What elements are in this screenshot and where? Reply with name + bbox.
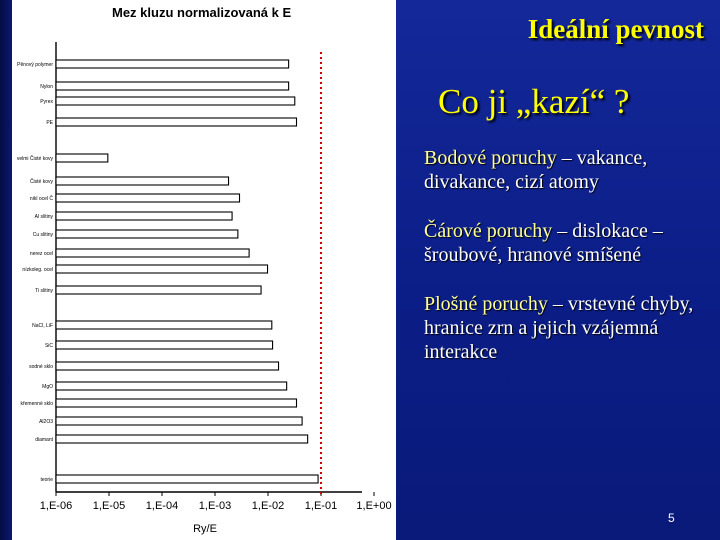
bullet-line-defects	[424, 219, 714, 267]
bullet-heading: Čárové poruchy	[424, 220, 553, 242]
x-tick-label: 1,E-03	[198, 500, 232, 512]
bar	[56, 212, 232, 220]
bullet-text: – dislokace – šroubové, hranové smíšené	[424, 220, 663, 266]
bullet-text: – vakance, divakance, cizí atomy	[424, 147, 648, 193]
category-label: velmi Čisté kovy	[16, 156, 53, 162]
bar	[56, 321, 272, 329]
x-tick-label: 1,E-02	[251, 500, 285, 512]
bar	[56, 154, 108, 162]
category-label: Nylon	[40, 84, 53, 90]
bar	[56, 265, 268, 273]
category-label: Pěnový polymer	[17, 62, 53, 68]
x-axis-label: Ry/E	[193, 523, 217, 535]
bar	[56, 177, 229, 185]
bar	[56, 118, 297, 126]
bullet-heading: Plošné poruchy	[424, 293, 548, 315]
slide-title: Ideální pevnost	[527, 14, 704, 44]
bullet-heading: Bodové poruchy	[424, 147, 557, 169]
category-labels-group	[17, 62, 54, 483]
bar	[56, 82, 289, 90]
yield-strength-chart	[12, 0, 396, 540]
bar	[56, 249, 249, 257]
defect-list	[424, 146, 714, 389]
x-tick-label: 1,E+00	[356, 500, 392, 512]
chart-title: Mez kluzu normalizovaná k E	[112, 5, 292, 20]
category-label: Al2O3	[39, 419, 53, 425]
x-tick-label: 1,E-05	[92, 500, 126, 512]
category-label: diamant	[35, 437, 53, 443]
bar	[56, 417, 302, 425]
bullet-point-defects	[424, 146, 714, 194]
category-label: křemenné sklo	[20, 401, 53, 407]
bar	[56, 286, 261, 294]
chart-canvas	[12, 0, 396, 540]
bullet-planar-defects	[424, 292, 714, 364]
slide-question: Co ji „kazí“ ?	[438, 82, 630, 121]
bar	[56, 194, 240, 202]
x-tick-label: 1,E-06	[39, 500, 73, 512]
bar	[56, 382, 287, 390]
category-label: nerez ocel	[29, 251, 53, 257]
category-label: Ti slitiny	[35, 288, 53, 294]
category-label: SiC	[44, 343, 53, 349]
slide-left-edge	[0, 0, 12, 540]
bar	[56, 60, 289, 68]
page-number: 5	[668, 511, 675, 525]
bar	[56, 435, 308, 443]
category-label: Čisté kovy	[29, 179, 53, 185]
bar	[56, 230, 238, 238]
x-tick-label: 1,E-01	[304, 500, 338, 512]
bar	[56, 97, 295, 105]
bars-group	[56, 60, 318, 483]
bar	[56, 399, 297, 407]
category-label: teorie	[40, 477, 53, 483]
category-label: Cu slitiny	[32, 232, 53, 238]
bullet-text: – vrstevné chyby, hranice zrn a jejich vzájemná interakce	[424, 293, 694, 363]
category-label: nízkoleg. ocel	[22, 267, 53, 273]
category-label: NaCl, LiF	[32, 323, 53, 329]
category-label: PE	[46, 120, 53, 126]
category-label: MgO	[42, 384, 53, 390]
category-label: sodné sklo	[29, 364, 53, 370]
bar	[56, 362, 279, 370]
category-label: Al slitiny	[34, 214, 53, 220]
category-label: Pyrex	[40, 99, 53, 105]
bar	[56, 341, 273, 349]
x-tick-labels-group	[40, 492, 392, 512]
x-tick-label: 1,E-04	[145, 500, 179, 512]
bar	[56, 475, 318, 483]
category-label: nikl ocel Č	[29, 196, 53, 202]
